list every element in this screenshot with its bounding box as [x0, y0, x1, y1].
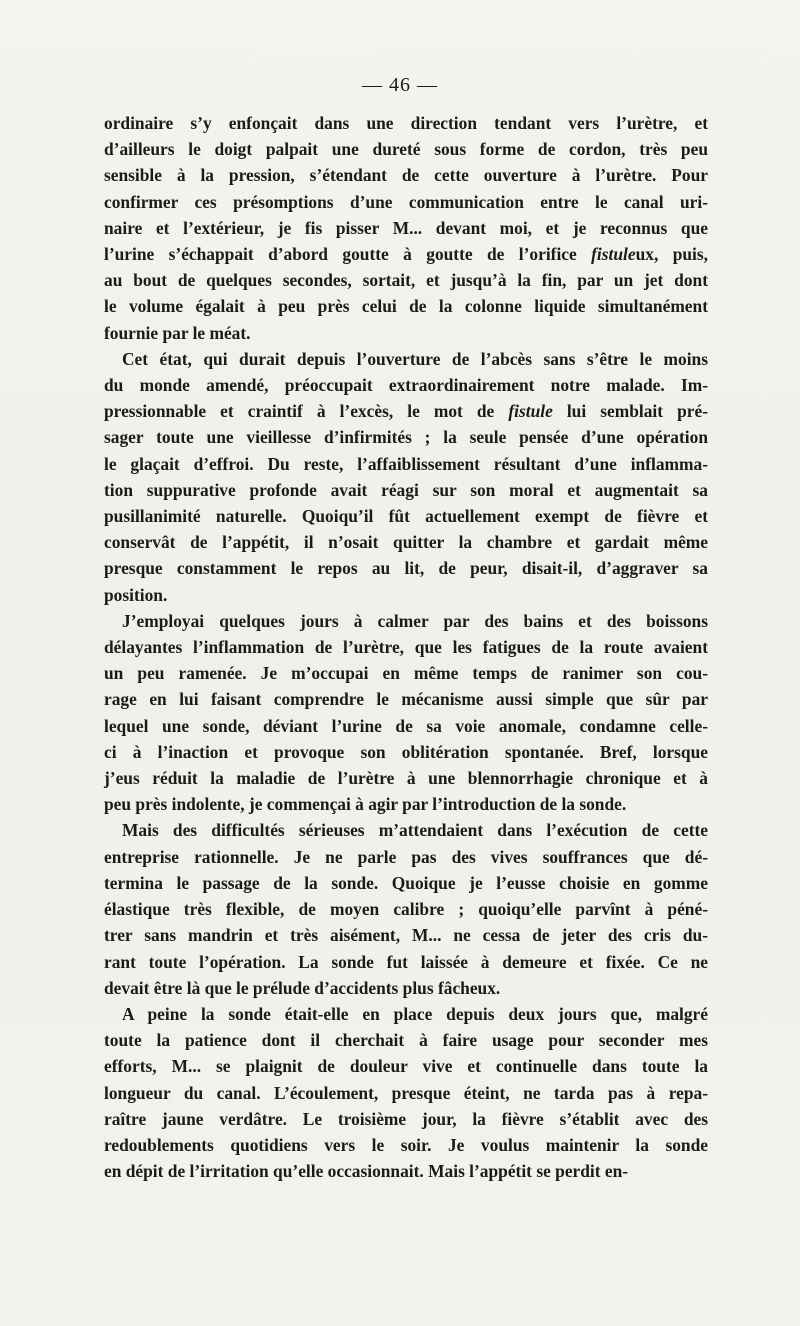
- text-line: le glaçait d’effroi. Du reste, l’affaiblissement résultant d’une inflamma-: [104, 453, 708, 474]
- text-line: pressionnable et craintif à l’excès, le mot de fistule lui semblait pré-: [104, 401, 708, 422]
- italic-word: fistule: [508, 401, 553, 422]
- text-line: presque constamment le repos au lit, de peur, disait-il, d’aggraver sa: [104, 558, 708, 579]
- paragraph: [104, 608, 708, 818]
- text-line: naire et l’extérieur, je fis pisser M... devant moi, et je reconnus que: [104, 217, 708, 238]
- text-line: confirmer ces présomptions d’une communication entre le canal uri-: [104, 191, 708, 212]
- paragraph: [104, 346, 708, 608]
- text-line: toute la patience dont il cherchait à faire usage pour seconder mes: [104, 1030, 708, 1051]
- paragraph: [104, 110, 708, 346]
- text-line: du monde amendé, préoccupait extraordinairement notre malade. Im-: [104, 375, 708, 396]
- text-line: rage en lui faisant comprendre le mécanisme aussi simple que sûr par: [104, 689, 708, 710]
- text-line: longueur du canal. L’écoulement, presque éteint, ne tarda pas à repa-: [104, 1082, 708, 1103]
- text-line: conservât de l’appétit, il n’osait quitter la chambre et gardait même: [104, 532, 708, 553]
- paragraph: [104, 1001, 708, 1184]
- page-number: — 46 —: [362, 74, 438, 96]
- text-line: sager toute une vieillesse d’infirmités ; la seule pensée d’une opération: [104, 427, 708, 448]
- text-line: au bout de quelques secondes, sortait, et jusqu’à la fin, par un jet dont: [104, 270, 708, 291]
- text-line: raître jaune verdâtre. Le troisième jour, la fièvre s’établit avec des: [104, 1108, 708, 1129]
- text-line: J’employai quelques jours à calmer par des bains et des boissons: [122, 610, 708, 631]
- text-line: efforts, M... se plaignit de douleur vive et continuelle dans toute la: [104, 1056, 708, 1077]
- italic-word: fistule: [591, 244, 636, 265]
- text-line: délayantes l’inflammation de l’urètre, que les fatigues de la route avaient: [104, 637, 708, 658]
- text-line: A peine la sonde était-elle en place depuis deux jours que, malgré: [122, 1003, 708, 1024]
- text-line: l’urine s’échappait d’abord goutte à goutte de l’orifice fistuleux, puis,: [104, 244, 709, 265]
- text-line: entreprise rationnelle. Je ne parle pas des vives souffrances que dé-: [104, 846, 708, 867]
- text-line: d’ailleurs le doigt palpait une dureté sous forme de cordon, très peu: [104, 139, 708, 160]
- text-line: tion suppurative profonde avait réagi sur son moral et augmentait sa: [104, 479, 708, 500]
- text-line: peu près indolente, je commençai à agir par l’introduction de la sonde.: [104, 794, 627, 815]
- text-line: fournie par le méat.: [104, 322, 251, 343]
- text-line: en dépit de l’irritation qu’elle occasionnait. Mais l’appétit se perdit en-: [104, 1161, 629, 1182]
- text-line: ordinaire s’y enfonçait dans une direction tendant vers l’urètre, et: [104, 113, 708, 133]
- text-line: termina le passage de la sonde. Quoique je l’eusse choisie en gomme: [104, 872, 708, 893]
- text-line: lequel une sonde, déviant l’urine de sa voie anomale, condamne celle-: [104, 715, 708, 736]
- text-line: un peu ramenée. Je m’occupai en même temps de ranimer son cou-: [104, 663, 708, 684]
- text-line: Mais des difficultés sérieuses m’attendaient dans l’exécution de cette: [122, 820, 708, 841]
- text-line: trer sans mandrin et très aisément, M... ne cessa de jeter des cris du-: [104, 925, 708, 946]
- text-line: le volume égalait à peu près celui de la colonne liquide simultanément: [104, 296, 708, 317]
- text-line: position.: [104, 584, 168, 605]
- text-line: sensible à la pression, s’étendant de cette ouverture à l’urètre. Pour: [104, 165, 708, 186]
- body-text: [104, 110, 708, 1184]
- text-line: élastique très flexible, de moyen calibre ; quoiqu’elle parvînt à péné-: [104, 899, 708, 920]
- text-line: ci à l’inaction et provoque son oblitération spontanée. Bref, lorsque: [104, 741, 708, 762]
- text-line: Cet état, qui durait depuis l’ouverture de l’abcès sans s’être le moins: [122, 348, 708, 369]
- text-line: pusillanimité naturelle. Quoiqu’il fût actuellement exempt de fièvre et: [104, 506, 708, 527]
- text-line: j’eus réduit la maladie de l’urètre à une blennorrhagie chronique et à: [104, 768, 708, 789]
- paragraph: [104, 817, 708, 1000]
- text-line: devait être là que le prélude d’accidents plus fâcheux.: [104, 977, 501, 998]
- text-line: redoublements quotidiens vers le soir. Je voulus maintenir la sonde: [104, 1134, 708, 1155]
- text-line: rant toute l’opération. La sonde fut laissée à demeure et fixée. Ce ne: [104, 951, 708, 972]
